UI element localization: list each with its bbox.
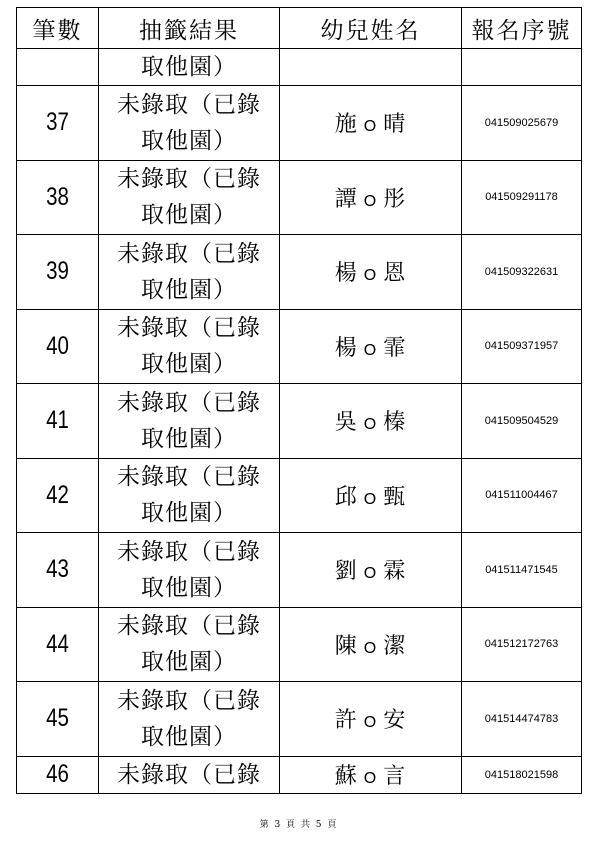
- result-line-2: 取他園）: [141, 127, 237, 154]
- child-surname: 陳: [334, 633, 358, 659]
- count-cell: [17, 309, 99, 384]
- table-header-row: [17, 8, 582, 49]
- child-surname: 吳: [334, 410, 358, 436]
- child-name-cell: [280, 384, 462, 459]
- child-surname: 楊: [334, 261, 358, 287]
- count-cell: [17, 384, 99, 459]
- child-surname: 許: [334, 708, 358, 734]
- count-cell: [17, 533, 99, 608]
- result-cell: [99, 235, 280, 310]
- result-line-2: 取他園）: [141, 649, 237, 676]
- child-name-cell: [280, 86, 462, 161]
- header-lottery-result: 抽籤結果: [99, 8, 280, 49]
- result-line-2: 取他園）: [141, 425, 237, 452]
- registration-number-cell: 041512172763: [462, 607, 582, 682]
- child-name-cell: [280, 458, 462, 533]
- result-line-1: 未錄取（已錄: [117, 538, 261, 565]
- count-cell: [17, 682, 99, 757]
- child-name-mask: O: [363, 714, 378, 732]
- count-cell: [17, 756, 99, 793]
- table-row: [17, 682, 582, 757]
- result-line-1: 未錄取（已錄: [117, 687, 261, 714]
- registration-number-cell: 041511471545: [462, 533, 582, 608]
- result-line-1: 未錄取（已錄: [117, 389, 261, 416]
- child-given-name: 安: [383, 708, 407, 734]
- child-name-mask: O: [363, 770, 378, 787]
- row-number: 45: [46, 704, 69, 733]
- table-row-last: [17, 756, 582, 793]
- table-row: [17, 160, 582, 235]
- child-surname: 譚: [334, 186, 358, 212]
- row-number: 43: [46, 555, 69, 584]
- count-cell: [17, 458, 99, 533]
- table-row: [17, 86, 582, 161]
- table-row: [17, 309, 582, 384]
- registration-number-cell: 041509291178: [462, 160, 582, 235]
- child-name-mask: O: [363, 192, 378, 210]
- table-row-continued: [17, 49, 582, 86]
- child-surname: 邱: [334, 484, 358, 510]
- count-cell: [17, 235, 99, 310]
- child-given-name: 晴: [383, 112, 407, 138]
- child-name-cell: [280, 756, 462, 793]
- child-name-cell: [280, 607, 462, 682]
- row-number: 42: [46, 480, 69, 509]
- child-surname: 施: [334, 112, 358, 138]
- child-name-mask: O: [363, 267, 378, 285]
- child-name-cell: [280, 160, 462, 235]
- registration-number-cell: 041518021598: [462, 756, 582, 793]
- result-cell: [99, 607, 280, 682]
- result-line-2: 取他園）: [141, 574, 237, 601]
- child-name-mask: O: [363, 118, 378, 136]
- result-line-1: 未錄取（已錄: [117, 240, 261, 267]
- result-line-1: 未錄取（已錄: [117, 315, 261, 342]
- registration-number-cell: 041511004467: [462, 458, 582, 533]
- child-given-name: 霖: [383, 559, 407, 585]
- child-name-cell: [280, 235, 462, 310]
- lottery-result-table: [16, 7, 582, 794]
- child-name-mask: O: [363, 639, 378, 657]
- result-cell: [99, 458, 280, 533]
- registration-number-cell: 041509371957: [462, 309, 582, 384]
- child-surname: 蘇: [334, 764, 358, 789]
- row-number: 41: [46, 406, 69, 435]
- result-line-2: 取他園）: [141, 54, 237, 80]
- child-given-name: 恩: [383, 261, 407, 287]
- child-given-name: 彤: [383, 186, 407, 212]
- row-number: 37: [46, 108, 69, 137]
- header-child-name: 幼兒姓名: [280, 8, 462, 49]
- result-cell: [99, 160, 280, 235]
- child-surname: 楊: [334, 335, 358, 361]
- result-line-1: 未錄取（已錄: [117, 166, 261, 193]
- child-surname: 劉: [334, 559, 358, 585]
- table-row: [17, 384, 582, 459]
- result-line-2: 取他園）: [141, 202, 237, 229]
- table-row: [17, 607, 582, 682]
- child-given-name: 榛: [383, 410, 407, 436]
- result-line-2: 取他園）: [141, 351, 237, 378]
- result-cell: [99, 86, 280, 161]
- count-cell: [17, 86, 99, 161]
- result-line-2: 取他園）: [141, 723, 237, 750]
- child-name-cell: [280, 682, 462, 757]
- result-line-1: 未錄取（已錄: [117, 613, 261, 640]
- registration-number-cell: 041509025679: [462, 86, 582, 161]
- result-cell: [99, 384, 280, 459]
- row-number: 46: [46, 760, 69, 788]
- result-line-1: 未錄取（已錄: [117, 91, 261, 118]
- result-cell: [99, 533, 280, 608]
- table-row: [17, 533, 582, 608]
- table-row: [17, 458, 582, 533]
- child-name-mask: O: [363, 565, 378, 583]
- child-name-cell: [280, 309, 462, 384]
- row-number: 38: [46, 182, 69, 211]
- registration-number-cell: 041509504529: [462, 384, 582, 459]
- registration-number-cell: 041514474783: [462, 682, 582, 757]
- count-cell: [17, 160, 99, 235]
- header-count: 筆數: [17, 8, 99, 49]
- count-cell: [17, 607, 99, 682]
- count-cell: [17, 49, 99, 86]
- result-line-2: 取他園）: [141, 276, 237, 303]
- row-number: 40: [46, 331, 69, 360]
- row-number: 44: [46, 629, 69, 658]
- child-given-name: 言: [383, 764, 407, 789]
- registration-number-cell: 041509322631: [462, 235, 582, 310]
- result-cell: [99, 682, 280, 757]
- result-cell: [99, 49, 280, 86]
- registration-number-cell: [462, 49, 582, 86]
- table-body: [17, 49, 582, 794]
- child-given-name: 霏: [383, 335, 407, 361]
- result-line-2: 取他園）: [141, 500, 237, 527]
- name-cell: [280, 49, 462, 86]
- child-given-name: 潔: [383, 633, 407, 659]
- result-cell: [99, 756, 280, 793]
- child-given-name: 甄: [383, 484, 407, 510]
- result-line-1: 未錄取（已錄: [117, 761, 261, 788]
- child-name-mask: O: [363, 416, 378, 434]
- child-name-mask: O: [363, 490, 378, 508]
- result-cell: [99, 309, 280, 384]
- table-row: [17, 235, 582, 310]
- page-number-footer: 第 3 頁 共 5 頁: [259, 820, 337, 830]
- result-line-1: 未錄取（已錄: [117, 464, 261, 491]
- child-name-mask: O: [363, 341, 378, 359]
- row-number: 39: [46, 257, 69, 286]
- header-registration-number: 報名序號: [462, 8, 582, 49]
- child-name-cell: [280, 533, 462, 608]
